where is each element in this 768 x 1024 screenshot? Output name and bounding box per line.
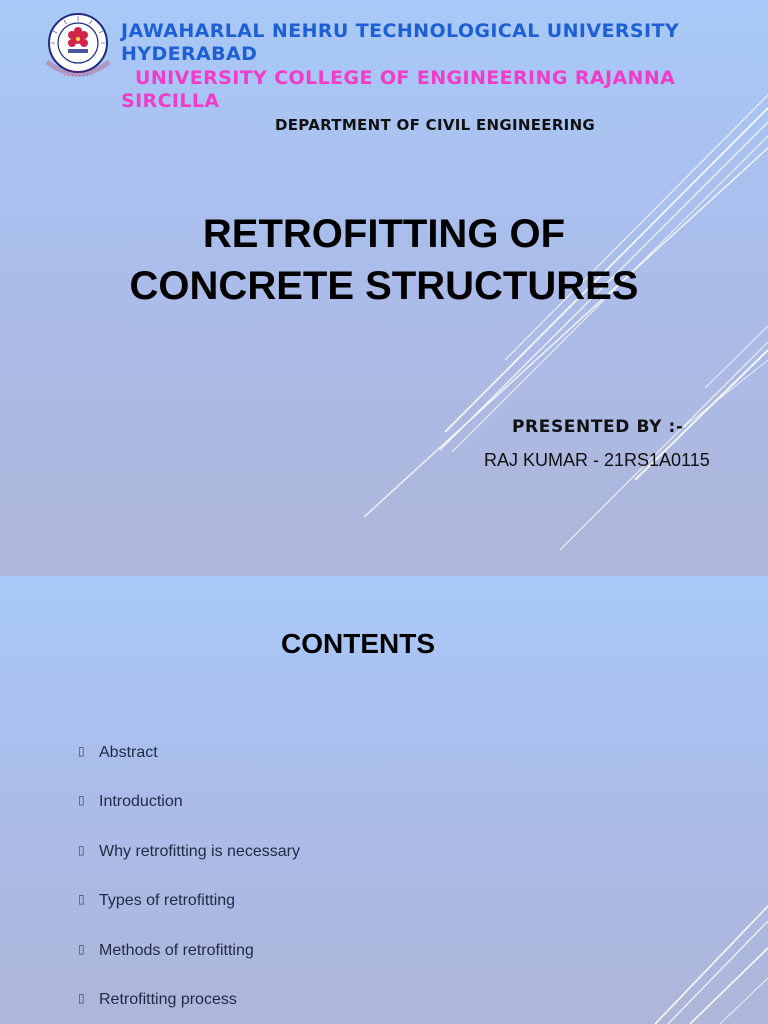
bullet-icon: ▯ bbox=[78, 941, 85, 956]
department-name: DEPARTMENT OF CIVIL ENGINEERING bbox=[275, 116, 596, 134]
presentation-title bbox=[0, 208, 768, 312]
presenter-name: RAJ KUMAR - 21RS1A0115 bbox=[484, 450, 710, 470]
contents-heading: CONTENTS bbox=[281, 628, 435, 659]
university-name: JAWAHARLAL NEHRU TECHNOLOGICAL UNIVERSITY HYDERABAD bbox=[121, 20, 679, 65]
bullet-icon: ▯ bbox=[78, 990, 85, 1005]
list-item bbox=[78, 890, 300, 939]
list-item-label: Abstract bbox=[99, 744, 158, 761]
contents-list bbox=[78, 742, 300, 1024]
presented-by-label: PRESENTED BY :- bbox=[512, 417, 684, 437]
deco-line bbox=[668, 921, 768, 1024]
list-item bbox=[78, 989, 300, 1024]
list-item bbox=[78, 791, 300, 840]
list-item-label: Methods of retrofitting bbox=[99, 941, 254, 959]
deco-line bbox=[690, 948, 768, 1024]
deco-line bbox=[705, 326, 768, 388]
contents-slide bbox=[0, 576, 768, 1024]
list-item-label: Why retrofitting is necessary bbox=[99, 842, 300, 860]
list-item bbox=[78, 940, 300, 989]
list-item bbox=[78, 742, 300, 791]
list-item-label: Introduction bbox=[99, 793, 183, 811]
list-item bbox=[78, 841, 300, 890]
deco-line bbox=[680, 360, 768, 430]
bullet-icon: ▯ bbox=[78, 793, 85, 808]
university-logo bbox=[41, 10, 115, 84]
deco-line bbox=[720, 978, 768, 1024]
bullet-icon: ▯ bbox=[78, 842, 85, 857]
college-name: UNIVERSITY COLLEGE OF ENGINEERING RAJANNA SIRCILLA bbox=[121, 67, 676, 112]
svg-text:· · · · · · · ·: · · · · · · · · bbox=[63, 73, 93, 80]
bullet-icon: ▯ bbox=[78, 892, 85, 907]
bullet-icon: ▯ bbox=[78, 744, 85, 758]
list-item-label: Retrofitting process bbox=[99, 990, 237, 1008]
list-item-label: Types of retrofitting bbox=[99, 892, 236, 910]
deco-line bbox=[560, 342, 768, 550]
deco-line bbox=[655, 906, 768, 1024]
title-line-1: RETROFITTING OF bbox=[202, 212, 566, 256]
title-line-2: CONCRETE STRUCTURES bbox=[129, 264, 639, 308]
